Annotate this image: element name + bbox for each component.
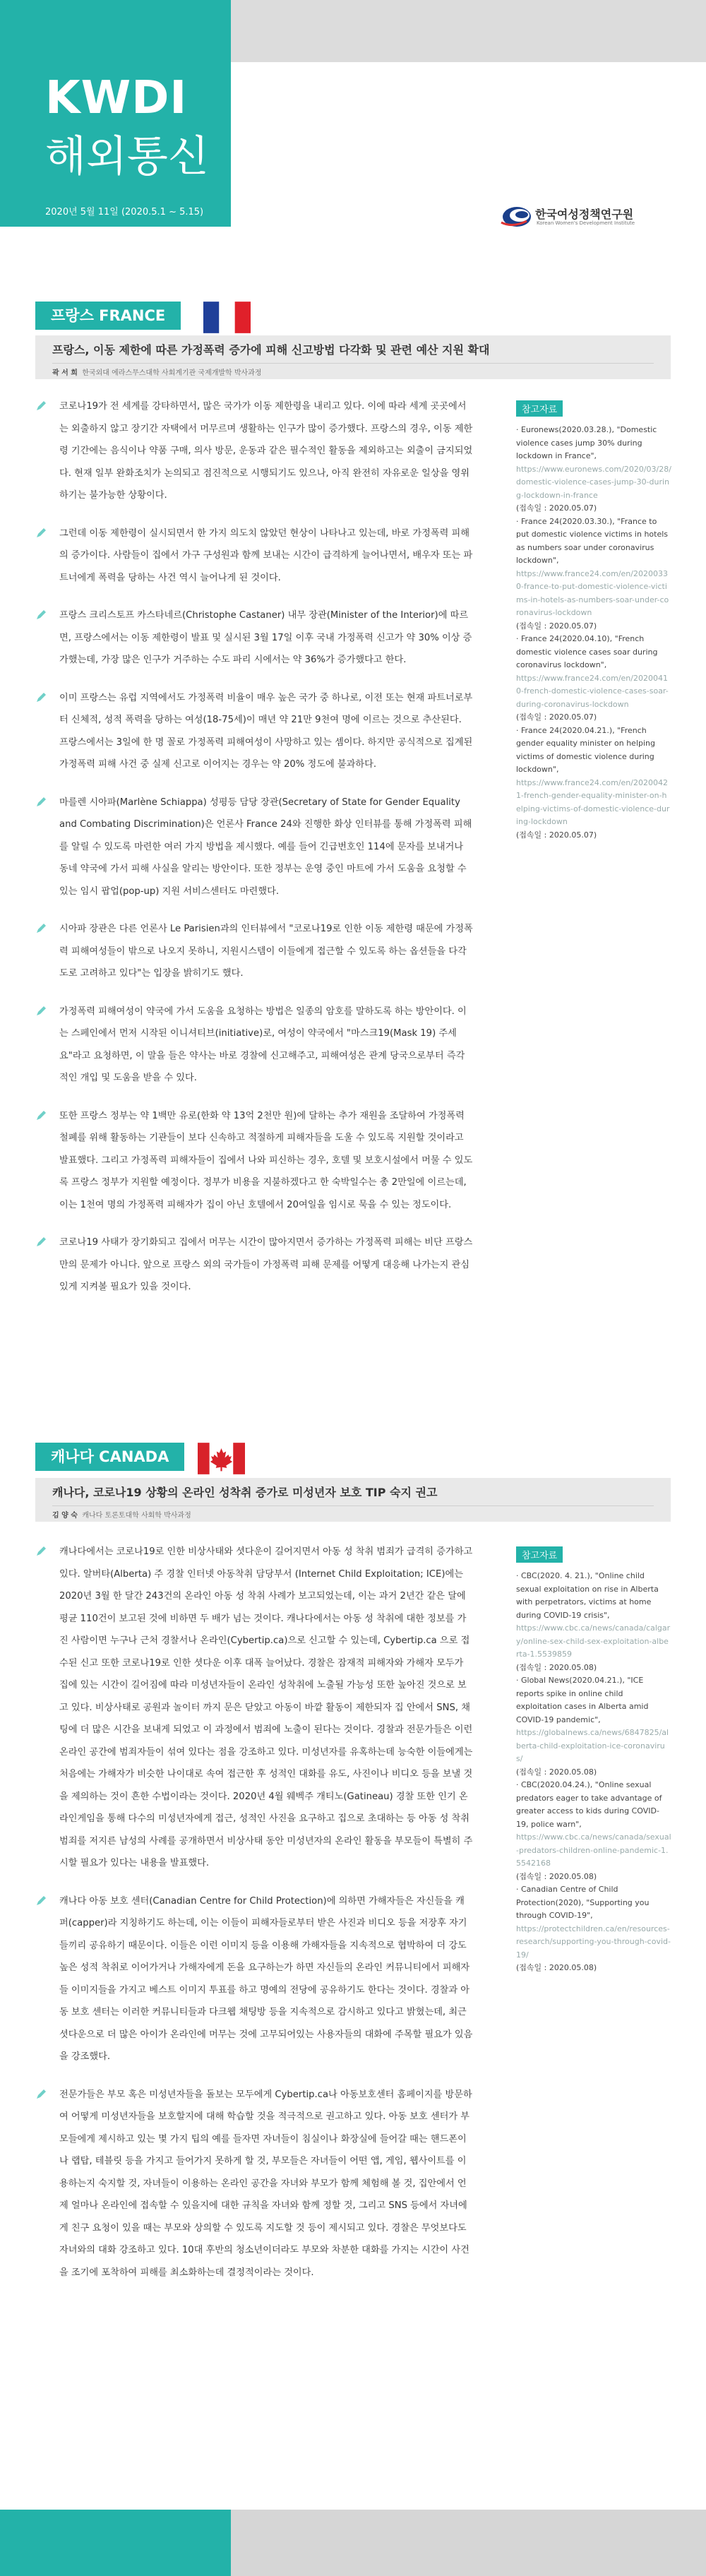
canada-paragraph: 전문가들은 부모 혹은 미성년자들을 돌보는 모두에게 Cybertip.ca나 아동보호센터 홈페이지를 방문하여 어떻게 미성년자들을 보호할지에 대해 학습할 것을 적극적으로 권고하고 있다. 아동 보호 센터가 부모들에게 제시하고 있는 몇 가지 팁의 예를 들자면 자녀들이 침실이나 화장실에 들어갈 때는 핸드폰이나 랩탑, 테블릿 등을 가지고 들어가지 못하게 할 것, 부모들은 자녀들이 어떤 앱, 게임, 웹사이트를 이용하는지 숙지할 것, 자녀들이 이용하는 온라인 공간을 자녀와 부모가 함께 체험해 볼 것, 집안에서 언제 얼마나 온라인에 접속할 수 있을지에 대한 규칙을 자녀와 함께 정할 것, 그리고 SNS 등에서 자녀에게 친구 요청이 있을 때는 부모와 상의할 수 있도록 지도할 것 등이 제시되고 있다. 경찰은 무엇보다도 자녀와의 대화 강조하고 있다. 10대 후반의 청소년이더라도 부모와 차분한 대화를 가지는 시간이 사건을 조기에 포착하여 피해를 최소화하는데 결정적이라는 것이다. xyxy=(35,2084,473,2284)
issue-date: 2020년 5월 11일 (2020.5.1 ~ 5.15) xyxy=(45,207,204,217)
france-country-label: 프랑스 FRANCE xyxy=(35,302,181,330)
pencil-bullet-icon xyxy=(35,2089,47,2100)
masthead-subtitle: 해외통신 xyxy=(45,132,209,181)
reference-link[interactable]: https://www.france24.com/en/20200410-french-domestic-violence-cases-soar-during-coronavirus-lockdown xyxy=(516,673,669,709)
france-paragraph: 마를렌 시아파(Marlène Schiappa) 성평등 담당 장관(Secretary of State for Gender Equality and Combating Discrimination)은 언론사 France 24와 진행한 화상 인터뷰를 통해 가정폭력 피해를 알릴 수 있도록 마련한 여러 가지 방법을 제시했다. 예를 들어 긴급번호인 114에 문자를 보내거나 동네 약국에 가서 피해 사실을 알리는 방안이다. 또한 정부는 운영 중인 마트에 가서 도움을 요청할 수 있는 임시 팝업(pop-up) 지원 서비스센터도 마련했다. xyxy=(35,792,473,903)
reference-item: · France 24(2020.04.10), "French domestic violence cases soar during coronavirus lockdown", https://www.france24.com/en/20200410-french-domestic-violence-cases-soar-during-coronavirus-lockdown (접속일 : 2020.05.07) xyxy=(516,634,669,722)
france-author xyxy=(52,366,262,377)
pencil-bullet-icon xyxy=(35,1236,47,1248)
references-badge: 참고자료 xyxy=(516,400,563,417)
canada-country-label: 캐나다 CANADA xyxy=(35,1443,184,1471)
reference-item: · Euronews(2020.03.28.), "Domestic violence cases jump 30% during lockdown in France", https://www.euronews.com/2020/03/28/domestic-violence-cases-jump-30-during-lockdown-in-france (접속일 : 2020.05.07) xyxy=(516,425,671,513)
canada-author xyxy=(52,1509,191,1520)
reference-item: · Canadian Centre of Child Protection(2020), "Supporting you through COVID-19", https://protectchildren.ca/en/resources-research/supporting-you-through-covid-19/ (접속일 : 2020.05.08) xyxy=(516,1885,671,1972)
france-paragraph: 코로나19가 전 세계를 강타하면서, 많은 국가가 이동 제한령을 내리고 있다. 이에 따라 세계 곳곳에서는 외출하지 않고 장기간 자택에서 머무르며 생활하는 인구가 많이 증가했다. 프랑스의 경우, 이동 제한령 기간에는 음식이나 약품 구매, 의사 방문, 운동과 같은 필수적인 활동을 제외하고는 외출이 금지되었다. 현재 일부 완화조치가 논의되고 점진적으로 시행되기도 있으나, 아직 완전히 자유로운 일상을 영위하기는 불가능한 상황이다. xyxy=(35,395,473,507)
canada-author-affiliation: 캐나다 토론토대학 사회학 박사과정 xyxy=(82,1512,191,1520)
france-author-affiliation: 한국외대 에라스무스대학 사회계기관 국제개발학 박사과정 xyxy=(82,369,262,377)
reference-item: · CBC(2020. 4. 21.), "Online child sexual exploitation on rise in Alberta with perpetrators, victims at home during COVID-19 crisis", https://www.cbc.ca/news/canada/calgary/online-sex-child-sex-exploitation-alberta-1.5539859 (접속일 : 2020.05.08) xyxy=(516,1571,671,1672)
pencil-bullet-icon xyxy=(35,1006,47,1017)
canada-author-name: 김 양 숙 xyxy=(52,1512,78,1520)
france-references xyxy=(516,400,671,842)
bottom-teal-tab xyxy=(0,2510,231,2576)
reference-link[interactable]: https://www.euronews.com/2020/03/28/domestic-violence-cases-jump-30-during-lockdown-in-france xyxy=(516,464,671,500)
pencil-bullet-icon xyxy=(35,1110,47,1121)
canada-paragraph: 캐나다 아동 보호 센터(Canadian Centre for Child Protection)에 의하면 가해자들은 자신들을 캐퍼(capper)라 지칭하기도 하는데, 이는 이들이 피해자들로부터 받은 사진과 비디오 등을 저장후 자기들끼리 공유하기 때문이다. 이들은 이런 이미지 등을 이용해 가해자들을 지속적으로 협박하여 더 강도 높은 성적 착취로 이어가거나 가해자에게 돈을 요구하는가 하면 자신들의 온라인 커뮤니티에서 피해자들 이미지들을 가지고 베스트 이미지 투표를 하고 명예의 전당에 공유하기도 한다는 것이다. 경찰과 아동 보호 센터는 이러한 커뮤니티들과 다크웹 채팅방 등을 지속적으로 감시하고 있다고 밝혔는데, 최근 셧다운으로 더 많은 아이가 온라인에 머무는 것에 고무되어있는 사용자들의 대화에 주목할 필요가 있음을 강조했다. xyxy=(35,1890,473,2068)
kwdi-logo xyxy=(498,203,682,231)
canada-paragraph: 캐나다에서는 코로나19로 인한 비상사태와 셧다운이 길어지면서 아동 성 착취 범죄가 급격히 증가하고 있다. 알버타(Alberta) 주 경찰 인터넷 아동착취 담당부서 (Internet Child Exploitation; ICE)에는 2020년 3월 한 달간 243건의 온라인 아동 성 착취 사례가 보고되었는데, 이는 과거 2년간 같은 달에 평균 110건이 보고된 것에 비하면 두 배가 넘는 것이다. 캐나다에서는 아동 성 착취에 대한 정보를 가진 사람이면 누구나 근처 경찰서나 온라인(Cybertip.ca)으로 신고할 수 있는데, Cybertip.ca 으로 접수된 신고 또한 코로나19로 인한 셧다운 이후 대폭 늘어났다. 경찰은 잠재적 피해자와 가해자 모두가 집에 있는 시간이 길어짐에 따라 미성년자들이 온라인 성착취에 노출될 가능성 또한 높아진 것으로 보고 있다. 비상사태로 공원과 놀이터 까지 문은 닫았고 아동이 바깥 활동이 제한되자 집 안에서 SNS, 채팅에 더 많은 시간을 보내게 되었고 이 과정에서 범죄에 노출이 된다는 것이다. 경찰과 전문가들은 이런 온라인 공간에 범죄자들이 섞여 있다는 점을 강조하고 있다. 미성년자를 유혹하는데 능숙한 이들에게는 처음에는 가해자가 비슷한 나이대로 속여 접근한 후 성적인 대화를 유도, 사진이나 비디오 등을 보낼 것을 제의하는 것이 흔한 수법이라는 것이다. 2020년 4월 웨벡주 개티노(Gatineau) 경찰 또한 인기 온라인게임을 통해 다수의 미성년자에게 접근, 성적인 사진을 요구하고 집으로 초대하는 등 아동 성 착취 범죄를 저지른 남성의 사례를 공개하면서 비상사태 동안 미성년자의 온라인 활동을 부모들이 특별히 주시할 필요가 있다는 내용을 발표했다. xyxy=(35,1541,473,1875)
canada-article-header xyxy=(35,1478,671,1522)
masthead xyxy=(0,62,231,227)
reference-link[interactable]: https://www.cbc.ca/news/canada/calgary/online-sex-child-sex-exploitation-alberta-1.5539859 xyxy=(516,1623,671,1659)
reference-item: · France 24(2020.03.30.), "France to put domestic violence victims in hotels as numbers soar under coronavirus lockdown", https://www.france24.com/en/20200330-france-to-put-domestic-violence-victims-in-hotels-as-numbers-soar-under-coronavirus-lockdown (접속일 : 2020.05.07) xyxy=(516,516,669,631)
france-heading xyxy=(35,302,671,330)
france-paragraph: 시아파 장관은 다른 언론사 Le Parisien과의 인터뷰에서 "코로나19로 인한 이동 제한령 때문에 가정폭력 피해여성들이 밖으로 나오지 못하니, 지원시스템이 이들에게 접근할 수 있도록 하는 옵션들을 다각도로 고려하고 있다"는 입장을 밝히기도 했다. xyxy=(35,918,473,985)
divider xyxy=(52,1505,654,1506)
france-paragraph: 가정폭력 피해여성이 약국에 가서 도움을 요청하는 방법은 일종의 암호를 말하도록 하는 방안이다. 이는 스페인에서 먼저 시작된 이니셔티브(initiative)로, 여성이 약국에서 "마스크19(Mask 19) 주세요"라고 요청하면, 이 말을 들은 약사는 바로 경찰에 신고해주고, 피해여성은 관계 당국으로부터 즉각적인 개입 및 도움을 받을 수 있다. xyxy=(35,1001,473,1090)
reference-link[interactable]: https://www.france24.com/en/20200330-france-to-put-domestic-violence-victims-in-hotels-as-numbers-soar-under-coronavirus-lockdown xyxy=(516,568,669,617)
pencil-bullet-icon xyxy=(35,527,47,539)
reference-link[interactable]: https://globalnews.ca/news/6847825/alberta-child-exploitation-ice-coronavirus/ xyxy=(516,1728,669,1763)
pencil-bullet-icon xyxy=(35,1895,47,1907)
france-author-name: 곽 서 희 xyxy=(52,369,78,377)
france-flag-icon xyxy=(203,302,251,333)
pencil-bullet-icon xyxy=(35,609,47,621)
canada-article-title: 캐나다, 코로나19 상황의 온라인 성착취 증가로 미성년자 보호 TIP 숙지 권고 xyxy=(52,1486,438,1499)
reference-link[interactable]: https://protectchildren.ca/en/resources-research/supporting-you-through-covid-19/ xyxy=(516,1924,671,1960)
logo-name-ko: 한국여성정책연구원 xyxy=(535,208,634,221)
pencil-bullet-icon xyxy=(35,400,47,412)
reference-link[interactable]: https://www.france24.com/en/20200421-french-gender-equality-minister-on-helping-victims-of-domestic-violence-during-lockdown xyxy=(516,777,670,826)
top-teal-tab xyxy=(0,0,231,62)
reference-link[interactable]: https://www.cbc.ca/news/canada/sexual-predators-children-online-pandemic-1.5542168 xyxy=(516,1832,671,1868)
pencil-bullet-icon xyxy=(35,692,47,703)
canada-heading xyxy=(35,1443,671,1471)
france-article-header xyxy=(35,335,671,379)
canada-body xyxy=(35,1541,473,2299)
pencil-bullet-icon xyxy=(35,797,47,808)
divider xyxy=(52,363,654,364)
reference-item: · France 24(2020.04.21.), "French gender equality minister on helping victims of domestic violence during lockdown", https://www.france24.com/en/20200421-french-gender-equality-minister-on-helping-victims-of-domestic-violence-during-lockdown (접속일 : 2020.05.07) xyxy=(516,725,670,840)
france-article-title: 프랑스, 이동 제한에 따른 가정폭력 증가에 피해 신고방법 다각화 및 관련 예산 지원 확대 xyxy=(52,343,490,357)
reference-item: · Global News(2020.04.21.), "ICE reports spike in online child exploitation cases in Alberta amid COVID-19 pandemic", https://globalnews.ca/news/6847825/alberta-child-exploitation-ice-coronavirus/ (접속일 : 2020.05.08) xyxy=(516,1676,669,1777)
france-paragraph: 그런데 이동 제한령이 실시되면서 한 가지 의도치 않았던 현상이 나타나고 있는데, 바로 가정폭력 피해의 증가이다. 사람들이 집에서 가구 구성원과 함께 보내는 시간이 급격하게 늘어나면서, 배우자 또는 파트너에게 폭력을 당하는 사건 역시 늘어나게 된 것이다. xyxy=(35,523,473,590)
canada-flag-icon xyxy=(198,1443,245,1474)
france-paragraph: 코로나19 사태가 장기화되고 집에서 머무는 시간이 많아지면서 증가하는 가정폭력 피해는 비단 프랑스만의 문제가 아니다. 앞으로 프랑스 외의 국가들이 가정폭력 피해 문제를 어떻게 대응해 나가는지 관심 있게 지켜볼 필요가 있을 것이다. xyxy=(35,1232,473,1299)
pencil-bullet-icon xyxy=(35,923,47,934)
logo-name-en: Korean Women's Development Institute xyxy=(537,220,635,226)
france-paragraph: 이미 프랑스는 유럽 지역에서도 가정폭력 비율이 매우 높은 국가 중 하나로, 이전 또는 현재 파트너로부터 신체적, 성적 폭력을 당하는 여성(18-75세)이 매년 약 21만 9천여 명에 이르는 것으로 추산된다. 프랑스에서는 3일에 한 명 꼴로 가정폭력 피해여성이 사망하고 있는 셈이다. 하지만 공식적으로 집계된 가정폭력 피해 사건 중 실제 신고로 이어지는 경우는 약 20% 정도에 불과하다. xyxy=(35,687,473,776)
kwdi-logo-icon xyxy=(498,204,532,229)
france-paragraph: 프랑스 크리스토프 카스타네르(Christophe Castaner) 내무 장관(Minister of the Interior)에 따르면, 프랑스에서는 이동 제한령이 발표 및 실시된 3월 17일 이후 국내 가정폭력 신고가 약 30% 이상 증가했는데, 가장 많은 인구가 거주하는 수도 파리 시에서는 약 36%가 증가했다고 한다. xyxy=(35,604,473,672)
masthead-title: KWDI xyxy=(45,72,188,124)
references-badge: 참고자료 xyxy=(516,1546,563,1563)
pencil-bullet-icon xyxy=(35,1546,47,1557)
france-body xyxy=(35,395,473,1314)
france-paragraph: 또한 프랑스 정부는 약 1백만 유로(한화 약 13억 2천만 원)에 달하는 추가 재원을 조달하여 가정폭력 철폐를 위해 활동하는 기관들이 보다 신속하고 적절하게 피해자들을 도울 수 있도록 지원할 것이라고 발표했다. 그리고 가정폭력 피해자들이 집에서 나와 피신하는 경우, 호텔 및 보호시설에서 머물 수 있도록 프랑스 정부가 지원할 예정이다. 정부가 비용을 지불하겠다고 한 숙박일수는 총 2만일에 이르는데, 이는 1천여 명의 가정폭력 피해자가 집이 아닌 호텔에서 20여일을 임시로 묵을 수 있는 정도이다. xyxy=(35,1105,473,1217)
reference-item: · CBC(2020.04.24.), "Online sexual predators eager to take advantage of greater access to kids during COVID-19, police warn", https://www.cbc.ca/news/canada/sexual-predators-children-online-pandemic-1.5542168 (접속일 : 2020.05.08) xyxy=(516,1780,671,1881)
canada-references xyxy=(516,1546,671,1975)
